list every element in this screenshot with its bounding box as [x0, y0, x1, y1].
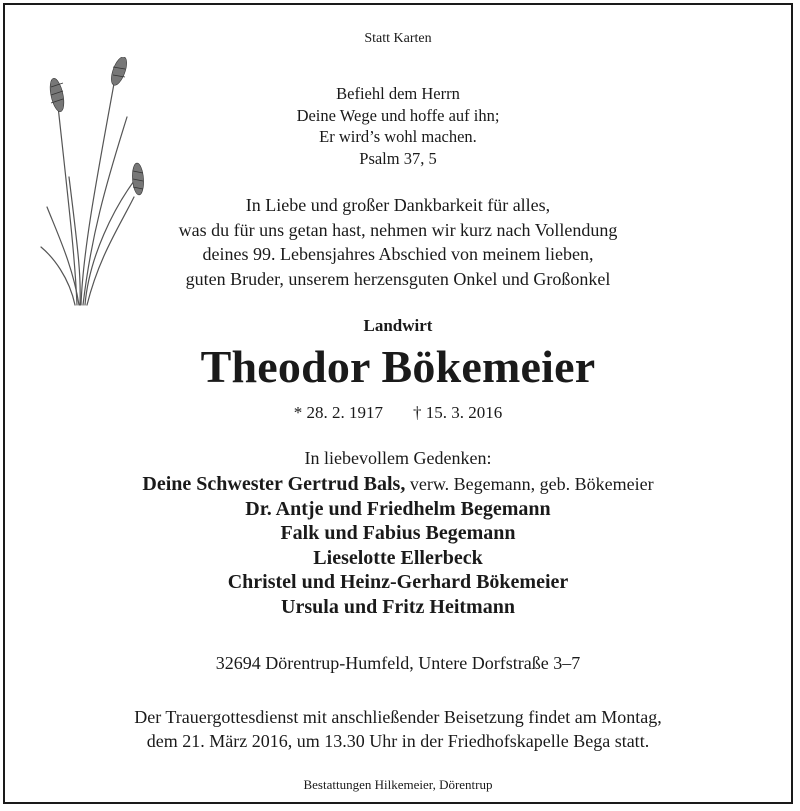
obituary-notice: [3, 3, 793, 804]
intro-line: guten Bruder, unserem herzensguten Onkel und Großonkel: [185, 268, 611, 289]
mourner-line: Christel und Heinz-Gerhard Bökemeier: [227, 571, 569, 593]
mourners-intro: In liebevollem Gedenken:: [304, 448, 492, 468]
mourner-line: Lieselotte Ellerbeck: [313, 546, 483, 569]
address: 32694 Dörentrup-Humfeld, Untere Dorfstraße 3–7: [215, 653, 581, 673]
psalm-reference: Psalm 37, 5: [359, 148, 437, 168]
intro-line: In Liebe und großer Dankbarkeit für alles,: [245, 195, 551, 215]
service-line: Der Trauergottesdienst mit anschließender Beisetzung findet am Montag,: [134, 707, 662, 727]
service-line: dem 21. März 2016, um 13.30 Uhr in der Friedhofskapelle Bega statt.: [146, 731, 650, 751]
intro-line: was du für uns getan hast, nehmen wir kurz nach Vollendung: [178, 219, 618, 240]
psalm-line: Er wird’s wohl machen.: [319, 127, 477, 146]
life-dates: [5, 401, 791, 425]
death-date: † 15. 3. 2016: [413, 403, 503, 422]
birth-date: * 28. 2. 1917: [293, 403, 383, 422]
mourner-primary-detail: verw. Begemann, geb. Bökemeier: [405, 474, 654, 494]
mourner-line: Falk und Fabius Begemann: [280, 522, 516, 544]
intro-line: deines 99. Lebensjahres Abschied von meinem lieben,: [202, 244, 594, 264]
psalm-line: Befiehl dem Herrn: [336, 84, 460, 103]
mourner-primary: Deine Schwester Gertrud Bals,: [142, 473, 406, 495]
occupation: Landwirt: [363, 316, 433, 335]
deceased-name: Theodor Bökemeier: [200, 341, 596, 392]
mourner-line: Ursula und Fritz Heitmann: [281, 595, 515, 618]
header-note: Statt Karten: [364, 31, 432, 46]
mourner-line: Dr. Antje und Friedhelm Begemann: [245, 497, 551, 520]
funeral-home: Bestattungen Hilkemeier, Dörentrup: [303, 777, 493, 792]
psalm-line: Deine Wege und hoffe auf ihn;: [296, 105, 500, 125]
mourner-line: [5, 472, 791, 497]
